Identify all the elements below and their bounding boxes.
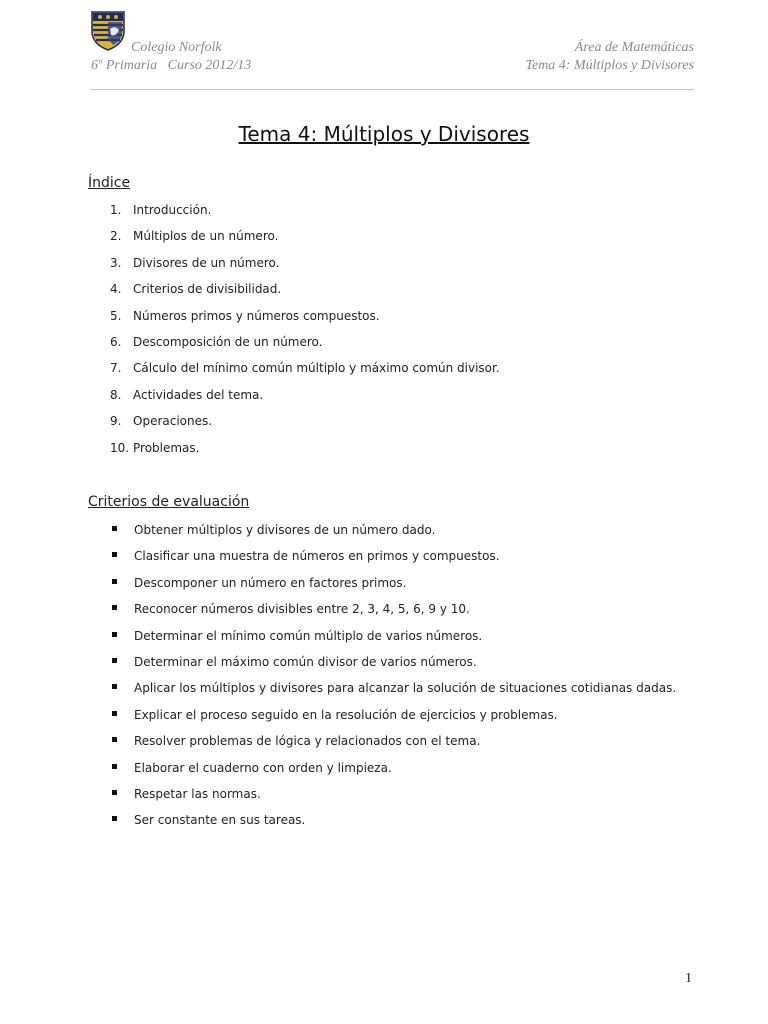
list-item <box>0 653 694 671</box>
list-item <box>0 547 694 565</box>
list-item <box>0 759 694 777</box>
bullet-icon <box>112 790 117 795</box>
bullet-icon <box>112 605 117 610</box>
school-crest-icon <box>91 11 125 51</box>
item-number: 5. <box>110 308 122 323</box>
index-heading: Índice <box>88 175 131 191</box>
bullet-icon <box>112 684 117 689</box>
item-text: Obtener múltiplos y divisores de un número dado. <box>134 523 436 537</box>
page-title: Tema 4: Múltiplos y Divisores <box>238 122 530 146</box>
item-number: 8. <box>110 387 122 402</box>
header-school-name: Colegio Norfolk <box>131 40 222 55</box>
item-text: Reconocer números divisibles entre 2, 3, 4, 5, 6, 9 y 10. <box>134 602 470 617</box>
item-text: Respetar las normas. <box>134 786 261 801</box>
item-text: Introducción. <box>133 203 212 217</box>
list-item <box>0 574 694 592</box>
item-text: Resolver problemas de lógica y relacionados con el tema. <box>134 734 481 749</box>
item-text: Actividades del tema. <box>133 387 264 402</box>
bullet-icon <box>112 632 117 637</box>
item-number: 10. <box>110 440 130 455</box>
criteria-heading: Criterios de evaluación <box>88 494 250 510</box>
header-area: Área de Matemáticas <box>574 40 694 55</box>
list-item <box>0 600 694 618</box>
item-text: Determinar el máximo común divisor de varios números. <box>134 654 477 669</box>
item-number: 2. <box>110 229 122 244</box>
page-number: 1 <box>685 971 692 986</box>
item-number: 4. <box>110 282 122 297</box>
header-divider <box>91 89 694 90</box>
item-text: Números primos y números compuestos. <box>133 308 380 323</box>
item-text: Determinar el mínimo común múltiplo de varios números. <box>134 628 483 643</box>
bullet-icon <box>112 552 117 557</box>
item-number: 6. <box>110 334 122 349</box>
list-item <box>0 706 694 724</box>
bullet-icon <box>112 658 117 663</box>
criteria-list <box>0 521 694 838</box>
list-item <box>0 811 694 829</box>
bullet-icon <box>112 579 117 584</box>
header-topic: Tema 4: Múltiplos y Divisores <box>525 58 694 73</box>
bullet-icon <box>112 737 117 742</box>
item-text: Clasificar una muestra de números en primos y compuestos. <box>134 549 500 564</box>
list-item <box>0 732 694 750</box>
bullet-icon <box>112 764 117 769</box>
item-number: 1. <box>110 203 122 217</box>
bullet-icon <box>112 711 117 716</box>
item-text: Problemas. <box>133 440 200 455</box>
header-course: 6º Primaria Curso 2012/13 <box>91 58 252 73</box>
list-item <box>0 785 694 803</box>
item-text: Divisores de un número. <box>133 255 280 270</box>
item-text: Operaciones. <box>133 414 213 429</box>
list-item <box>0 627 694 645</box>
item-text: Criterios de divisibilidad. <box>133 282 282 297</box>
item-text: Explicar el proceso seguido en la resolución de ejercicios y problemas. <box>134 707 558 722</box>
item-text: Cálculo del mínimo común múltiplo y máximo común divisor. <box>133 361 500 376</box>
item-number: 7. <box>110 361 122 376</box>
item-number: 9. <box>110 414 122 429</box>
list-item <box>0 521 694 539</box>
item-text: Múltiplos de un número. <box>133 229 279 244</box>
item-text: Elaborar el cuaderno con orden y limpieza. <box>134 760 392 775</box>
item-text: Descomponer un número en factores primos. <box>134 575 407 590</box>
bullet-icon <box>112 526 117 531</box>
item-text: Ser constante en sus tareas. <box>134 813 306 828</box>
bullet-icon <box>112 816 117 821</box>
item-text: Descomposición de un número. <box>133 334 323 349</box>
item-number: 3. <box>110 255 122 270</box>
list-item <box>0 679 694 697</box>
item-text: Aplicar los múltiplos y divisores para alcanzar la solución de situaciones cotidianas dadas. <box>134 681 677 696</box>
